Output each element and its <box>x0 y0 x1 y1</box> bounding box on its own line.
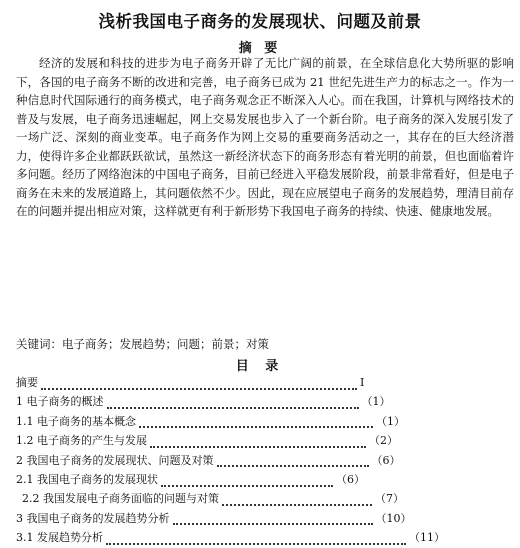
toc-leader-dots <box>139 418 373 428</box>
toc-entry-page: （7） <box>375 492 404 506</box>
toc-leader-dots <box>173 515 373 525</box>
toc-entry[interactable] <box>16 431 514 450</box>
toc-leader-dots <box>41 380 357 390</box>
toc-entry[interactable] <box>16 412 514 431</box>
toc-entry-label: 2.2 我国发展电子商务面临的问题与对策 <box>22 492 219 506</box>
toc-entry-label: 1 电子商务的概述 <box>16 395 104 409</box>
toc-entry[interactable] <box>16 373 514 392</box>
toc-entry-page: （11） <box>409 531 445 545</box>
toc-entry[interactable] <box>16 392 514 411</box>
keywords-line: 关键词：电子商务；发展趋势；问题；前景；对策 <box>16 337 269 351</box>
toc-entry[interactable] <box>16 451 514 470</box>
toc-leader-dots <box>107 399 359 409</box>
abstract-text: 经济的发展和科技的进步为电子商务开辟了无比广阔的前景，在全球信息化大势所驱的影响下，各国的电子商务不断的改进和完善，电子商务已成为 21 世纪先进生产力的标志之一。作为一种信息时代国际通行的商务模式，电子商务观念正不断深入人心。而在我国，计算机与网络技术的普及与发展，电子商务迅速崛起，网上交易发展也步入了一个新台阶。电子商务的深入发展引发了一场广泛、深刻的商业变革。电子商务作为网上交易的重要商务活动之一，其存在的巨大经济潜力，使得许多企业都跃跃欲试，虽然这一新经济状态下的商务形态有着光明的前景，但也面临着许多问题。经历了网络泡沫的中国电子商务，目前已经进入平稳发展阶段，前景非常看好，但是电子商务在未来的发展道路上，其问题依然不少。因此，现在应展望电子商务的发展趋势，理清目前存在的问题并提出相应对策，这样就更有利于新形势下我国电子商务的持续、快速、健康地发展。 <box>16 56 514 218</box>
abstract-heading: 摘 要 <box>238 41 282 56</box>
toc-entry-label: 摘要 <box>16 376 38 389</box>
toc-entry[interactable] <box>16 470 514 489</box>
toc-entry[interactable] <box>16 509 514 528</box>
toc-entry-label: 1.2 电子商务的产生与发展 <box>16 434 147 448</box>
toc-entry-page: （6） <box>371 453 401 467</box>
toc-leader-dots <box>150 438 366 448</box>
toc-entry-label: 2 我国电子商务的发展现状、问题及对策 <box>16 453 214 467</box>
toc-entry-label: 1.1 电子商务的基本概念 <box>16 414 136 428</box>
document-title: 浅析我国电子商务的发展现状、问题及前景 <box>98 12 422 31</box>
toc-entry-page: （1） <box>376 414 405 428</box>
toc-entry-label: 3 我国电子商务的发展趋势分析 <box>16 511 170 525</box>
toc-entry-label: 2.1 我国电子商务的发展现状 <box>16 472 158 486</box>
toc-leader-dots <box>222 496 372 506</box>
toc-heading: 目 录 <box>235 359 285 374</box>
toc-entry-page: （2） <box>369 434 398 448</box>
toc-entry-page: （10） <box>375 511 412 525</box>
table-of-contents <box>16 373 514 548</box>
toc-entry-page: （1） <box>361 395 391 409</box>
toc-entry-page: （6） <box>336 472 365 486</box>
toc-leader-dots <box>161 477 333 487</box>
toc-leader-dots <box>217 457 369 467</box>
toc-entry-label: 3.1 发展趋势分析 <box>16 531 103 545</box>
toc-entry-page: I <box>360 376 365 389</box>
toc-entry[interactable] <box>16 528 514 547</box>
toc-leader-dots <box>106 535 406 545</box>
toc-entry[interactable] <box>16 489 514 508</box>
